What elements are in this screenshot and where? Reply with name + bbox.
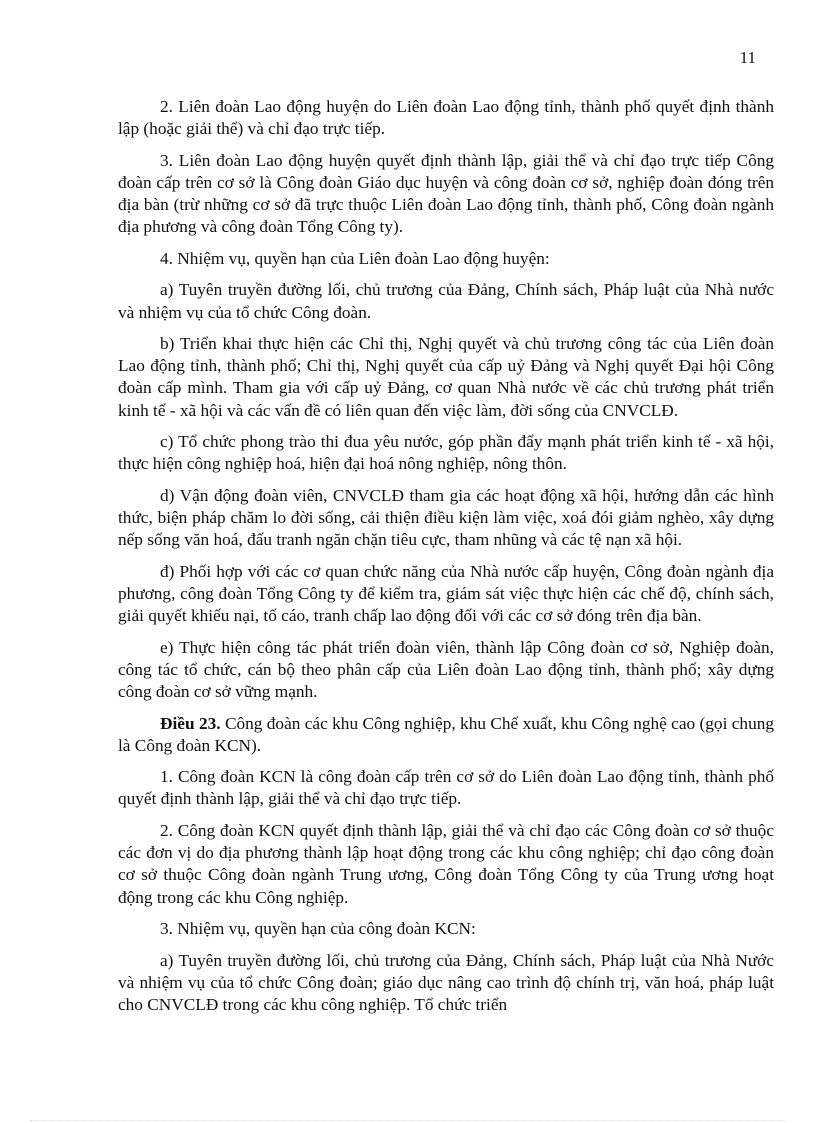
paragraph: 2. Công đoàn KCN quyết định thành lập, giải thể và chỉ đạo các Công đoàn cơ sở thuộc các đơn vị do địa phương thành lập hoạt động trong các khu công nghiệp; chỉ đạo công đoàn cơ sở thuộc Công đoàn ngành Trung ương, Công đoàn Tổng Công ty của Trung ương hoạt động trong các khu Công nghiệp.	[118, 820, 774, 907]
paragraph: 1. Công đoàn KCN là công đoàn cấp trên cơ sở do Liên đoàn Lao động tỉnh, thành phố quyết định thành lập, giải thể và chỉ đạo trực tiếp.	[118, 767, 774, 809]
paragraph: d) Vận động đoàn viên, CNVCLĐ tham gia các hoạt động xã hội, hướng dẫn các hình thức, biện pháp chăm lo đời sống, cải thiện điều kiện làm việc, xoá đói giảm nghèo, xây dựng nếp sống văn hoá, đấu tranh ngăn chặn tiêu cực, tham nhũng và các tệ nạn xã hội.	[118, 485, 774, 550]
paragraph: b) Triển khai thực hiện các Chỉ thị, Nghị quyết và chủ trương công tác của Liên đoàn Lao động tỉnh, thành phố; Chỉ thị, Nghị quyết của cấp uỷ Đảng và Nghị quyết Đại hội Công đoàn cấp mình. Tham gia với cấp uỷ Đảng, cơ quan Nhà nước về các chủ trương phát triển kinh tế - xã hội và các vấn đề có liên quan đến việc làm, đời sống của CNVCLĐ.	[118, 334, 774, 420]
page-number: 11	[739, 48, 756, 67]
article-heading-paragraph: Điều 23. Công đoàn các khu Công nghiệp, khu Chế xuất, khu Công nghệ cao (gọi chung là Công đoàn KCN).	[118, 713, 774, 755]
paragraph: 3. Liên đoàn Lao động huyện quyết định thành lập, giải thể và chỉ đạo trực tiếp Công đoàn cấp trên cơ sở là Công đoàn Giáo dục huyện và công đoàn cơ sở, nghiệp đoàn đóng trên địa bàn (trừ những cơ sở đã trực thuộc Liên đoàn Lao động tỉnh, thành phố, Công đoàn ngành địa phương và công đoàn Tổng Công ty).	[118, 150, 774, 237]
paragraph: c) Tổ chức phong trào thi đua yêu nước, góp phần đẩy mạnh phát triển kinh tế - xã hội, thực hiện công nghiệp hoá, hiện đại hoá nông nghiệp, nông thôn.	[118, 432, 774, 474]
paragraph: a) Tuyên truyền đường lối, chủ trương của Đảng, Chính sách, Pháp luật của Nhà Nước và nhiệm vụ của tổ chức Công đoàn; giáo dục nâng cao trình độ chính trị, văn hoá, pháp luật cho CNVCLĐ trong các khu công nghiệp. Tổ chức triển	[118, 950, 774, 1014]
paragraph: 3. Nhiệm vụ, quyền hạn của công đoàn KCN:	[160, 919, 476, 939]
paragraph: a) Tuyên truyền đường lối, chủ trương của Đảng, Chính sách, Pháp luật của Nhà nước và nhiệm vụ của tổ chức Công đoàn.	[118, 280, 774, 322]
paragraph: 4. Nhiệm vụ, quyền hạn của Liên đoàn Lao động huyện:	[160, 248, 550, 268]
paragraph: e) Thực hiện công tác phát triển đoàn viên, thành lập Công đoàn cơ sở, Nghiệp đoàn, công tác tổ chức, cán bộ theo phân cấp của Liên đoàn Lao động tỉnh, thành phố; xây dựng công đoàn cơ sở vững mạnh.	[118, 637, 774, 702]
article-number: Điều 23.	[160, 713, 221, 733]
document-body	[118, 96, 774, 1025]
page-footer-divider	[30, 1120, 786, 1121]
paragraph: 2. Liên đoàn Lao động huyện do Liên đoàn Lao động tỉnh, thành phố quyết định thành lập (hoặc giải thể) và chỉ đạo trực tiếp.	[118, 97, 774, 139]
paragraph: đ) Phối hợp với các cơ quan chức năng của Nhà nước cấp huyện, Công đoàn ngành địa phương, công đoàn Tổng Công ty để kiểm tra, giám sát việc thực hiện các chế độ, chính sách, giải quyết khiếu nại, tố cáo, tranh chấp lao động đối với các cơ sở đóng trên địa bàn.	[118, 561, 774, 626]
